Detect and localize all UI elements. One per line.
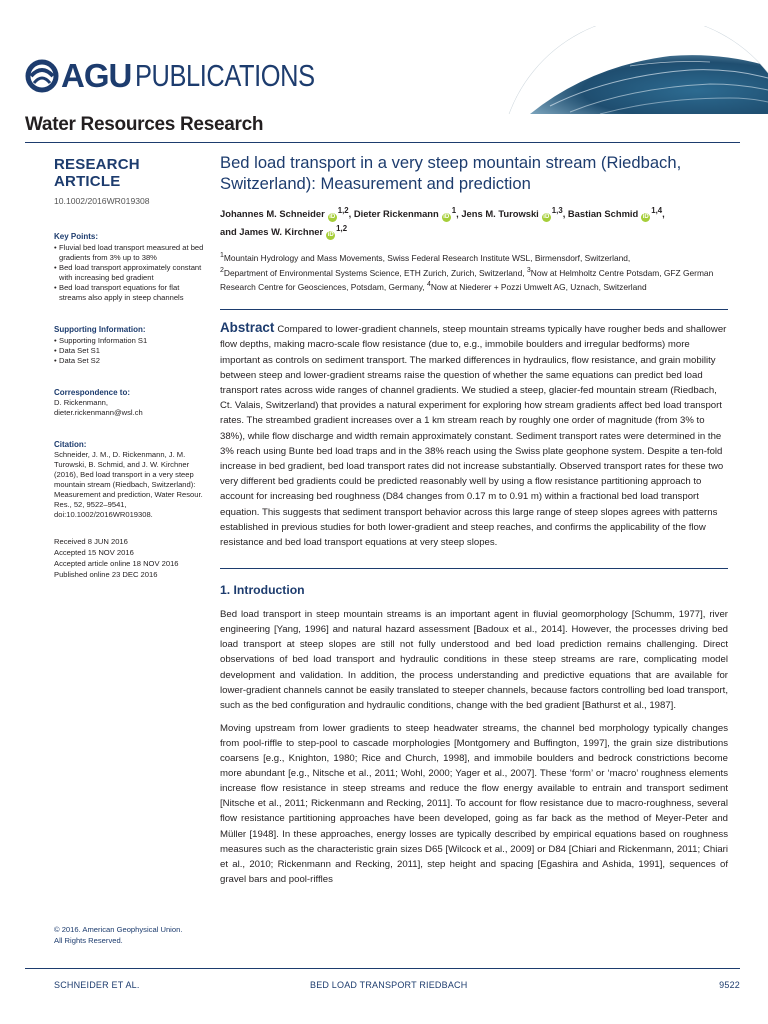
key-point-item: • Bed load transport equations for flat streams also apply in steep channels (54, 283, 204, 303)
publication-dates (54, 536, 204, 580)
supporting-info-heading: Supporting Information: (54, 325, 146, 334)
supporting-info-list (54, 336, 204, 366)
copyright-notice (54, 924, 204, 946)
author-affiliation-sup: 1 (451, 206, 457, 215)
article-title: Bed load transport in a very steep mountain stream (Riedbach, Switzerland): Measurement and prediction (220, 153, 682, 193)
correspondence-heading: Correspondence to: (54, 388, 131, 397)
orcid-icon[interactable]: iD (327, 232, 334, 239)
journal-title: Water Resources Research (25, 114, 264, 135)
agu-globe-icon (25, 59, 59, 93)
logo-agu-text: AGU (61, 57, 132, 94)
date-accepted-online: Accepted article online 18 NOV 2016 (54, 559, 179, 568)
abstract-divider (220, 309, 728, 310)
correspondence-email[interactable]: dieter.rickenmann@wsl.ch (54, 408, 143, 417)
author-name: and James W. Kirchner (220, 226, 324, 238)
supporting-info-item[interactable]: • Data Set S1 (54, 346, 204, 356)
orcid-icon[interactable]: iD (443, 214, 450, 221)
agu-publications-logo (25, 56, 354, 96)
author-name: Jens M. Turowski (461, 208, 539, 220)
affiliation-text: Department of Environmental Systems Science, ETH Zurich, Zurich, Switzerland, (223, 267, 527, 278)
author-affiliation-sup: 1,2 (337, 206, 349, 215)
affiliation-text: Mountain Hydrology and Mass Movements, Swiss Federal Research Institute WSL, Birmensdorf, Switzerland, (223, 253, 631, 264)
abstract-text: Compared to lower-gradient channels, steep mountain streams typically have rougher beds and shallower flow depths, making macro-scale flow resistance (due to, e.g., immobile boulders and irregular bedforms) more important as controls on sediment transport. The marked differences in hydraulics, flow resistance, and grain mobility between steep and lower-gradient streams raise the question of whether the same equations can predict bed load transport rates across wide ranges of channel gradients. We studied a steep, glacier-fed mountain stream (Riedbach, Ct. Valais, Switzerland) that provides a natural experiment for exploring how stream gradients affect bed load transport rates. The streambed gradient increases over a 1 km stream reach by roughly one order of magnitude (from 3% to 38%), while flow discharge and width remain approximately constant. Sediment transport rates were determined in the 3% reach using Bunte bed load traps and in the 38% reach using the Swiss plate geophone system. Despite a ten-fold increase in bed gradient, bed load transport rates did not increase substantially. Observed transport rates for these two very different bed gradients could be predicted reasonably well by using a flow resistance partitioning approach to account for increasing bed roughness (D84 changes from 0.17 m to 0.91 m) within a fractional bed load transport equation. This suggests that sediment transport behavior across this large range of steep slopes agrees with patterns established in previous studies for both lower-gradient and steep reaches, and confirms the applicability of the flow resistance and bed load transport equations at very steep slopes. (220, 324, 727, 548)
article-sidebar (54, 156, 204, 580)
footer-authors: SCHNEIDER ET AL. (54, 980, 140, 990)
intro-paragraph-2: Moving upstream from lower gradients to steep headwater streams, the channel bed morphology typically changes from pool-riffle to step-pool to cascade morphologies [Montgomery and Buffington, 1997], the grain size distributions coarsens [e.g., Knighton, 1980; Rice and Church, 1998], and immobile boulders and bedrock constrictions become more abundant [e.g., Nitsche et al., 2011; Wohl, 2000; Yager et al., 2007]. These ‘form’ or ‘macro’ roughness elements increase flow resistance in steep streams and reduce the flow energy available to entrain and transport sediment [Nitsche et al., 2011; Rickenmann and Recking, 2011]. To account for flow resistance due to macro-roughness, several flow resistance partitioning approaches have been developed, going as far back as the method of Meyer-Peter and Müller [1948]. In these approaches, energy losses are typically described by empirical equations based on roughness measures such as the characteristic grain sizes D65 [Wilcock et al., 2009] or D84 [Chiari and Rickenmann, 2011; Chiari et al., 2010; Rickenmann and Recking, 2011], step height and spacing [Egashira and Ashida, 1991], sequences of gravel bars and pool-riffles (220, 722, 728, 885)
author-list: Johannes M. Schneider iD$^{1,2}$, Dieter Rickenmann $iD^1$, Jens M. Turowski iD$^{1,3}$, Bastian Schmid iD$^{1,4}$, and James W. Kirchner iD$^{1,2}$ (220, 206, 665, 239)
supporting-info-item[interactable]: • Data Set S2 (54, 356, 204, 366)
article-doi[interactable]: 10.1002/2016WR019308 (54, 196, 150, 206)
article-main (220, 152, 728, 887)
key-point-item: • Bed load transport approximately constant with increasing bed gradient (54, 263, 204, 283)
citation-text: Schneider, J. M., D. Rickenmann, J. M. Turowski, B. Schmid, and J. W. Kirchner (2016), Bed load transport in a very steep mountain stream (Riedbach, Switzerland): Measurement and prediction, Water Resour. Res., 52, 9522–9541, doi:10.1002/2016WR019308. (54, 450, 203, 519)
abstract (220, 320, 728, 550)
affiliation-text: Now at Helmholtz Centre Potsdam, GFZ German Research Centre for Geosciences, Potsdam, Germany, (220, 267, 714, 292)
affiliation-text: Now at Niederer + Pozzi Umwelt AG, Uznach, Switzerland (430, 281, 647, 292)
article-type-label: RESEARCH ARTICLE (54, 156, 140, 190)
intro-paragraph-1: Bed load transport in steep mountain streams is an important agent in fluvial geomorphology [Schumm, 1977], river engineering [Yang, 1996] and natural hazard assessment [Badoux et al., 2014]. However, the processes driving bed load transport at steep slopes are still not fully understood and bed load prediction remains challenging. Direct observations of bed load transport and hydraulic conditions in these steep streams are rare, complicating model development and validation. In addition, the process understanding and predictive equations that are available for lower-gradient channels cannot be easily translated to steeper channels, because factors controlling bed load transport, such as the bed configuration and hydraulic conditions, change with the bed gradient [Bathurst et al., 1987]. (220, 609, 728, 711)
date-received: Received 8 JUN 2016 (54, 537, 128, 546)
footer-page-number: 9522 (719, 980, 740, 990)
section-heading-introduction: 1. Introduction (220, 583, 305, 598)
footer-running-title: BED LOAD TRANSPORT RIEDBACH (310, 980, 468, 990)
abstract-heading: Abstract (220, 320, 275, 336)
orcid-icon[interactable]: iD (642, 214, 649, 221)
copyright-line: All Rights Reserved. (54, 936, 123, 945)
logo-publications-text: PUBLICATIONS (135, 58, 316, 93)
correspondence-name: D. Rickenmann, (54, 398, 109, 407)
author-name: Dieter Rickenmann (353, 208, 439, 220)
orcid-icon[interactable]: iD (329, 214, 336, 221)
author-name: Bastian Schmid (567, 208, 639, 220)
orcid-icon[interactable]: iD (543, 214, 550, 221)
affiliations: $^1$Mountain Hydrology and Mass Movements, Swiss Federal Research Institute WSL, Birmensdorf, Switzerland, $^2$Department of Environmental Systems Science, ETH Zurich, Zurich, Switzerland, $^3$Now at Helmholtz Centre Potsdam, GFZ German Research Centre for Geosciences, Potsdam, Germany, $^4$Now at Niederer + Pozzi Umwelt AG, Uznach, Switzerland (220, 252, 714, 292)
date-accepted: Accepted 15 NOV 2016 (54, 548, 134, 557)
footer-divider (25, 968, 740, 969)
author-affiliation-sup: 1,2 (336, 224, 348, 234)
copyright-line: © 2016. American Geophysical Union. (54, 925, 183, 934)
author-affiliation-sup: 1,4 (651, 206, 663, 215)
key-point-item: • Fluvial bed load transport measured at bed gradients from 3% up to 38% (54, 243, 204, 263)
citation-heading: Citation: (54, 440, 87, 449)
author-name: Johannes M. Schneider (220, 208, 325, 220)
author-affiliation-sup: 1,3 (551, 206, 563, 215)
header-divider (25, 142, 740, 143)
key-points-heading: Key Points: (54, 232, 99, 241)
key-points-list (54, 243, 204, 303)
intro-divider (220, 568, 728, 569)
date-published-online: Published online 23 DEC 2016 (54, 570, 158, 579)
supporting-info-item[interactable]: • Supporting Information S1 (54, 336, 204, 346)
ocean-wave-banner-image (460, 26, 768, 114)
